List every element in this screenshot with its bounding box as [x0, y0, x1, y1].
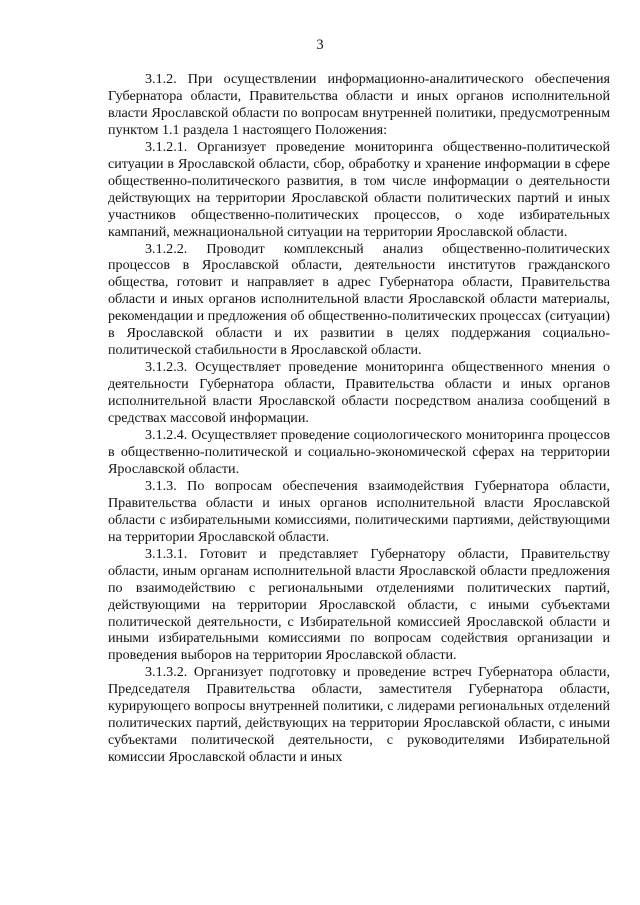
paragraph-3-1-2-2: 3.1.2.2. Проводит комплексный анализ общественно-политических процессов в Ярославской области, деятельности институтов гражданского общества, готовит и направляет в адрес Губернатора области, Правительства области и иных органов исполнительной власти Ярославской области материалы, рекомендации и предложения об общественно-политических процессах (ситуации) в Ярославской области и их развитии в целях поддержания социально-политической стабильности в Ярославской области.: [108, 240, 610, 359]
paragraph-3-1-2-1: 3.1.2.1. Организует проведение мониторинга общественно-политической ситуации в Ярославской области, сбор, обработку и хранение информации в сфере общественно-политического развития, в том числе информации о деятельности действующих на территории Ярославской области политических партий и иных участников общественно-политических процессов, о ходе избирательных кампаний, межнациональной ситуации на территории Ярославской области.: [108, 138, 610, 240]
paragraph-3-1-3-1: 3.1.3.1. Готовит и представляет Губернатору области, Правительству области, иным органам исполнительной власти Ярославской области предложения по взаимодействию с региональными отделениями политических партий, действующими на территории Ярославской области, с иными субъектами политической деятельности, с Избирательной комиссией Ярославской области и иными избирательными комиссиями по вопросам содействия организации и проведения выборов на территории Ярославской области.: [108, 545, 610, 664]
paragraph-3-1-2: 3.1.2. При осуществлении информационно-аналитического обеспечения Губернатора области, Правительства области и иных органов исполнительной власти Ярославской области по вопросам внутренней политики, предусмотренным пунктом 1.1 раздела 1 настоящего Положения:: [108, 71, 610, 138]
paragraph-3-1-3: 3.1.3. По вопросам обеспечения взаимодействия Губернатора области, Правительства области и иных органов исполнительной власти Ярославской области с избирательными комиссиями, политическими партиями, действующими на территории Ярославской области.: [108, 477, 610, 545]
paragraph-3-1-2-3: 3.1.2.3. Осуществляет проведение мониторинга общественного мнения о деятельности Губернатора области, Правительства области и иных органов исполнительной власти Ярославской области посредством анализа сообщений в средствах массовой информации.: [108, 359, 610, 427]
page-number: 3: [316, 37, 324, 53]
paragraph-3-1-3-2: 3.1.3.2. Организует подготовку и проведение встреч Губернатора области, Председателя Правительства области, заместителя Губернатора области, курирующего вопросы внутренней политики, с лидерами региональных отделений политических партий, действующих на территории Ярославской области, с иными субъектами политической деятельности, с руководителями Избирательной комиссии Ярославской области и иных: [108, 664, 610, 766]
paragraph-3-1-2-4: 3.1.2.4. Осуществляет проведение социологического мониторинга процессов в общественно-политической и социально-экономической сферах на территории Ярославской области.: [108, 427, 610, 477]
document-body: [108, 71, 610, 766]
